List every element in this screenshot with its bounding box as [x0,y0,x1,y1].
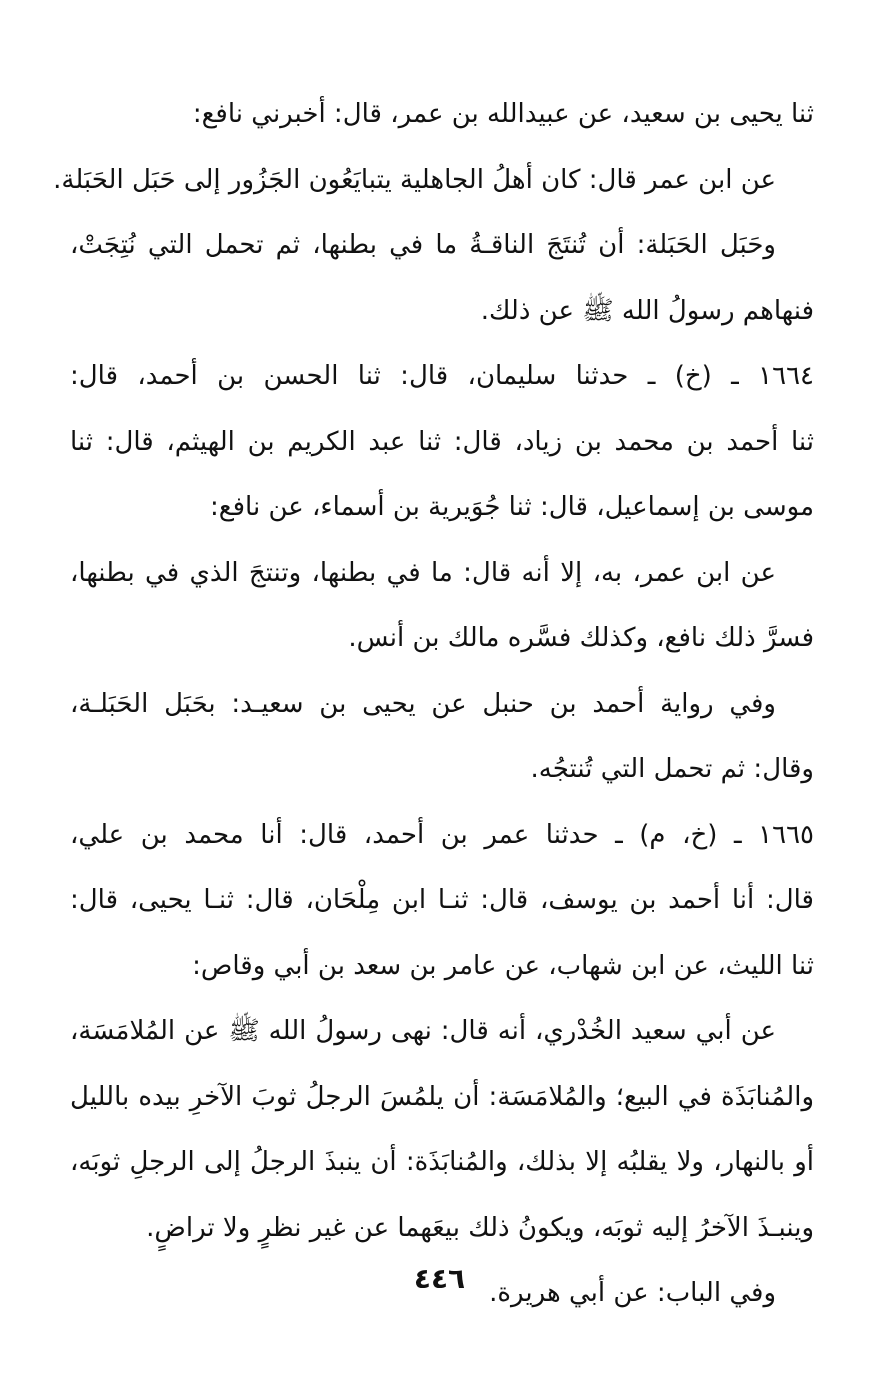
hadith-number-line: ١٦٦٤ ـ (خ) ـ حدثنا سليمان، قال: ثنا الحسن بن أحمد، قال: [70,361,814,391]
text-line: عن أبي سعيد الخُدْري، أنه قال: نهى رسولُ الله ﷺ عن المُلامَسَة، [70,1016,776,1046]
text-line: فسرَّ ذلك نافع، وكذلك فسَّره مالك بن أنس. [348,623,814,653]
text-line: وحَبَل الحَبَلة: أن تُنتَجَ الناقـةُ ما في بطنها، ثم تحمل التي نُتِجَتْ، [70,230,776,260]
hadith-number-line: ١٦٦٥ ـ (خ، م) ـ حدثنا عمر بن أحمد، قال: أنا محمد بن علي، [70,819,814,850]
text-line: وفي الباب: عن أبي هريرة. [489,1278,776,1308]
text-line: موسى بن إسماعيل، قال: ثنا جُوَيرية بن أسماء، عن نافع: [210,492,814,522]
text-line: وقال: ثم تحمل التي تُنتجُه. [530,754,814,784]
text-line: ثنا يحيى بن سعيد، عن عبيدالله بن عمر، قال: أخبرني نافع: [192,99,814,129]
text-line: ثنا الليث، عن ابن شهاب، عن عامر بن سعد بن أبي وقاص: [192,950,814,981]
text-line: ثنا أحمد بن محمد بن زياد، قال: ثنا عبد الكريم بن الهيثم، قال: ثنا [70,426,814,457]
text-line: قال: أنا أحمد بن يوسف، قال: ثنـا ابن مِلْحَان، قال: ثنـا يحيى، قال: [70,885,814,915]
page-number: ٤٤٦ [413,1262,466,1295]
document-body [53,82,814,1327]
text-line: والمُنابَذَة في البيع؛ والمُلامَسَة: أن يلمُسَ الرجلُ ثوبَ الآخرِ بيده بالليل [70,1081,814,1112]
text-line: أو بالنهار، ولا يقلبُه إلا بذلك، والمُنابَذَة: أن ينبذَ الرجلُ إلى الرجلِ ثوبَه، [70,1147,814,1177]
text-line: وينبـذَ الآخرُ إليه ثوبَه، ويكونُ ذلك بيعَهما عن غير نظرٍ ولا تراضٍ. [146,1212,814,1243]
text-line: فنهاهم رسولُ الله ﷺ عن ذلك. [480,295,814,326]
text-line: عن ابن عمر، به، إلا أنه قال: ما في بطنها، وتنتجَ الذي في بطنها، [70,557,776,588]
text-line: عن ابن عمر قال: كان أهلُ الجاهلية يتبايَعُون الجَزُور إلى حَبَل الحَبَلة. [53,164,776,195]
text-line: وفي رواية أحمد بن حنبل عن يحيى بن سعيـد: بحَبَل الحَبَلـة، [70,688,776,719]
